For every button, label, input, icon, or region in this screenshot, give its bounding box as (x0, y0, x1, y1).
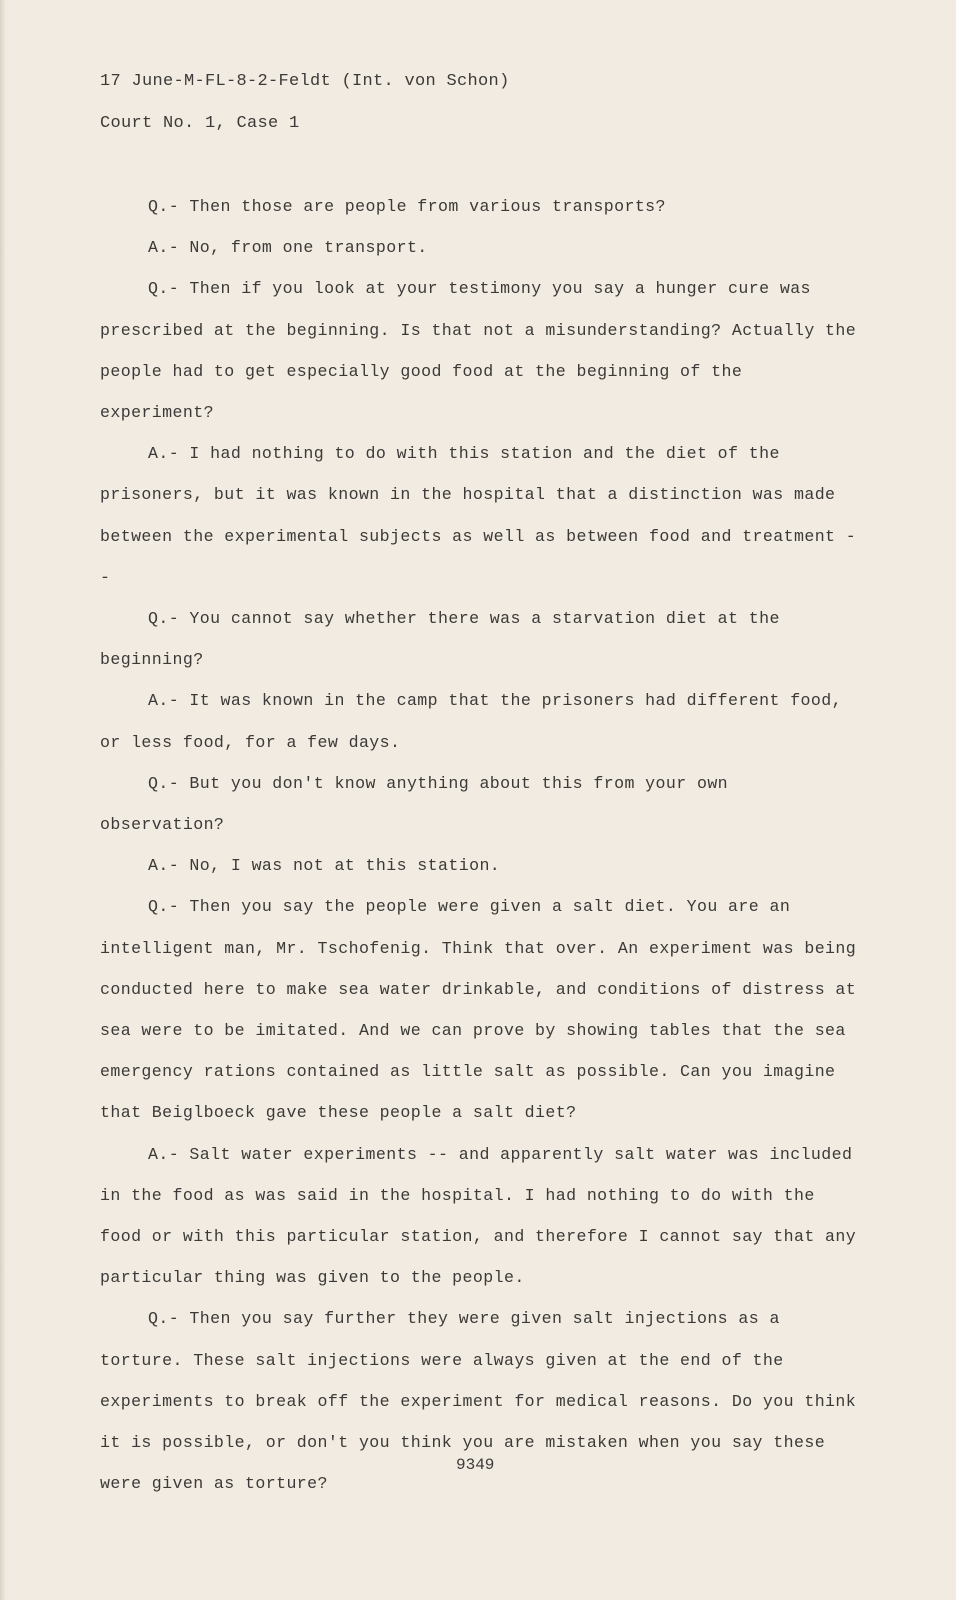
paragraph: A.- Salt water experiments -- and apparently salt water was included in the food as was said in the hospital. I had nothing to do with the food or with this particular station, and therefore I cannot say that any particular thing was given to the people. (100, 1144, 857, 1288)
paragraph: A.- No, I was not at this station. (148, 856, 501, 876)
document-header-line1: 17 June-M-FL-8-2-Feldt (Int. von Schon) (100, 72, 510, 91)
paragraph: A.- I had nothing to do with this station and the diet of the prisoners, but it was known in the hospital that a distinction was made between the experimental subjects as well as between food and treatment -- (100, 444, 857, 587)
paragraph: Q.- Then you say the people were given a salt diet. You are an intelligent man, Mr. Tschofenig. Think that over. An experiment was being conducted here to make sea water drinkable, and conditions of distress at sea were to be imitated. And we can prove by showing tables that the sea emergency rations contained as little salt as possible. Can you imagine that Beiglboeck gave these people a salt diet? (100, 897, 857, 1123)
paragraph: A.- It was known in the camp that the prisoners had different food, or less food, for a few days. (100, 691, 842, 752)
page-number: 9349 (456, 1456, 495, 1474)
paragraph: Q.- You cannot say whether there was a starvation diet at the beginning? (100, 609, 780, 670)
paragraph: Q.- Then those are people from various transports? (148, 197, 666, 216)
page-edge-shadow (0, 0, 6, 1600)
transcript-body (100, 186, 860, 1505)
paragraph: Q.- But you don't know anything about this from your own observation? (100, 773, 729, 835)
paragraph: Q.- Then you say further they were given salt injections as a torture. These salt injections were always given at the end of the experiments to break off the experiment for medical reasons. Do you think it is possible, or don't you think you are mistaken when you say these were given as torture? (100, 1309, 857, 1494)
document-header-line2: Court No. 1, Case 1 (100, 114, 300, 133)
paragraph: Q.- Then if you look at your testimony you say a hunger cure was prescribed at the beginning. Is that not a misunderstanding? Actually the people had to get especially good food at the beginning of the experiment? (100, 279, 857, 423)
paragraph: A.- No, from one transport. (148, 238, 428, 258)
